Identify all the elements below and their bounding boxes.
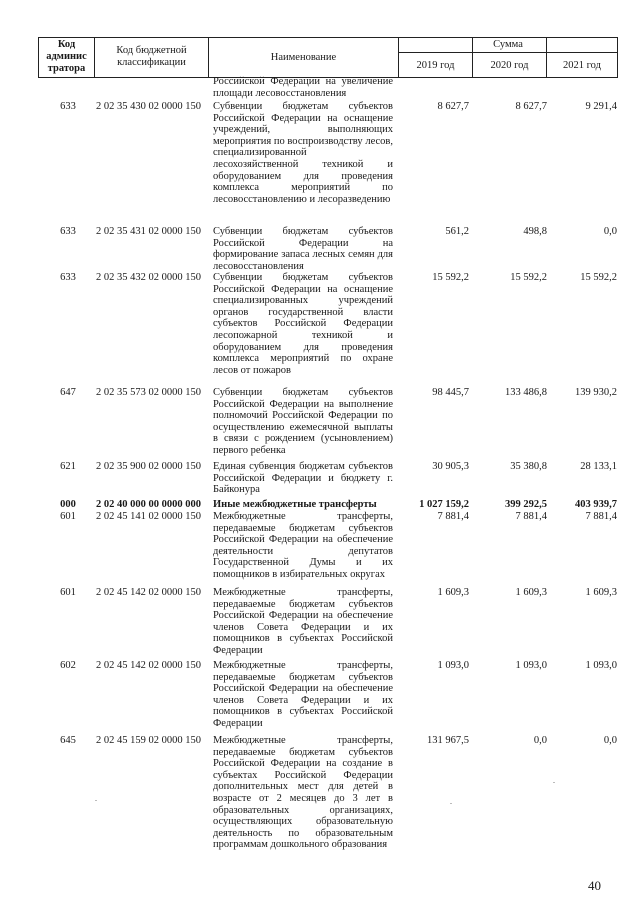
- admin-code: 647: [60, 387, 76, 398]
- value-2019: 1 609,3: [437, 587, 469, 598]
- table-header: [38, 37, 618, 78]
- value-2021: 1 093,0: [585, 660, 617, 671]
- value-2021: 1 609,3: [585, 587, 617, 598]
- value-2019: 15 592,2: [432, 272, 469, 283]
- admin-code: 601: [60, 587, 76, 598]
- value-2021: 139 930,2: [575, 387, 617, 398]
- budget-code: 2 02 35 900 02 0000 150: [96, 461, 201, 472]
- value-2021: 7 881,4: [585, 511, 617, 522]
- admin-code: 601: [60, 511, 76, 522]
- budget-code: 2 02 45 142 02 0000 150: [96, 660, 201, 671]
- header-name: Наименование: [270, 52, 337, 63]
- admin-code: 645: [60, 735, 76, 746]
- header-year-2020: 2020 год: [490, 60, 529, 71]
- item-name: Субвенции бюджетам субъектов Российской Федерации на выполнение полномочий Российской Федерации по осуществлению ежемесячной выплаты в связи с рождением (усыновлением) первого ребенка: [213, 387, 393, 456]
- budget-code: 2 02 35 573 02 0000 150: [96, 387, 201, 398]
- budget-code: 2 02 35 432 02 0000 150: [96, 272, 201, 283]
- value-2019: 1 093,0: [437, 660, 469, 671]
- value-2021: 15 592,2: [580, 272, 617, 283]
- value-2020: 1 609,3: [515, 587, 547, 598]
- value-2021: 9 291,4: [585, 101, 617, 112]
- value-2020: 498,8: [523, 226, 547, 237]
- budget-code: 2 02 45 142 02 0000 150: [96, 587, 201, 598]
- item-name: Субвенции бюджетам субъектов Российской Федерации на оснащение специализированных учреждений органов государственной власти субъектов Российской Федерации лесопожарной техникой и оборудованием для проведения комплекса мероприятий по охране лесов от пожаров: [213, 272, 393, 376]
- value-2019: 561,2: [445, 226, 469, 237]
- budget-code: 2 02 45 141 02 0000 150: [96, 511, 201, 522]
- admin-code: 602: [60, 660, 76, 671]
- page-number: 40: [588, 878, 601, 893]
- header-year-2019: 2019 год: [416, 60, 455, 71]
- admin-code: 621: [60, 461, 76, 472]
- item-name: Иные межбюджетные трансферты: [213, 499, 377, 510]
- header-admin-code: Код админис тратора: [46, 39, 87, 74]
- item-name: Межбюджетные трансферты, передаваемые бюджетам субъектов Российской Федерации на обеспечение членов Совета Федерации и их помощников в субъектах Российской Федерации: [213, 587, 393, 656]
- value-2021: 0,0: [603, 226, 617, 237]
- budget-code: 2 02 35 430 02 0000 150: [96, 101, 201, 112]
- value-2019: 7 881,4: [437, 511, 469, 522]
- item-name: Субвенции бюджетам субъектов Российской Федерации на оснащение учреждений, выполняющих мероприятия по воспроизводству лесов, специализированной лесохозяйственной техникой и оборудованием для проведения комплекса мероприятий по лесовосстановлению и лесоразведению: [213, 101, 393, 205]
- header-budget-code: Код бюджетной классификации: [116, 45, 187, 68]
- value-2020: 8 627,7: [515, 101, 547, 112]
- item-name: Межбюджетные трансферты, передаваемые бюджетам субъектов Российской Федерации на создание в субъектах Российской Федерации дополнительных мест для детей в возрасте от 2 месяцев до 3 лет в образовательных организациях, осуществляющих образовательную деятельность по образовательным программам дошкольного образования: [213, 735, 393, 851]
- value-2020: 35 380,8: [510, 461, 547, 472]
- value-2021: 0,0: [603, 735, 617, 746]
- item-name: Межбюджетные трансферты, передаваемые бюджетам субъектов Российской Федерации на обеспечение деятельности депутатов Государственной Думы и их помощников в избирательных округах: [213, 511, 393, 580]
- admin-code: 633: [60, 272, 76, 283]
- value-2020: 0,0: [533, 735, 547, 746]
- item-name: Межбюджетные трансферты, передаваемые бюджетам субъектов Российской Федерации на обеспечение членов Совета Федерации и их помощников в субъектах Российской Федерации: [213, 660, 393, 729]
- value-2019: 8 627,7: [437, 101, 469, 112]
- continued-name: Российской Федерации на увеличение площади лесовосстановления: [213, 76, 393, 99]
- value-2019: 98 445,7: [432, 387, 469, 398]
- admin-code: 633: [60, 226, 76, 237]
- admin-code: 633: [60, 101, 76, 112]
- value-2020: 15 592,2: [510, 272, 547, 283]
- header-sum: Сумма: [493, 39, 523, 50]
- value-2021: 28 133,1: [580, 461, 617, 472]
- value-2020: 7 881,4: [515, 511, 547, 522]
- budget-code: 2 02 45 159 02 0000 150: [96, 735, 201, 746]
- budget-code: 2 02 35 431 02 0000 150: [96, 226, 201, 237]
- value-2021: 403 939,7: [575, 499, 617, 510]
- value-2020: 1 093,0: [515, 660, 547, 671]
- budget-code: 2 02 40 000 00 0000 000: [96, 499, 201, 510]
- admin-code: 000: [60, 499, 76, 510]
- value-2019: 1 027 159,2: [419, 499, 469, 510]
- item-name: Субвенции бюджетам субъектов Российской Федерации на формирование запаса лесных семян для лесовосстановления: [213, 226, 393, 272]
- value-2020: 399 292,5: [505, 499, 547, 510]
- value-2019: 131 967,5: [427, 735, 469, 746]
- item-name: Единая субвенция бюджетам субъектов Российской Федерации и бюджету г. Байконура: [213, 461, 393, 496]
- header-year-2021: 2021 год: [563, 60, 601, 71]
- value-2020: 133 486,8: [505, 387, 547, 398]
- value-2019: 30 905,3: [432, 461, 469, 472]
